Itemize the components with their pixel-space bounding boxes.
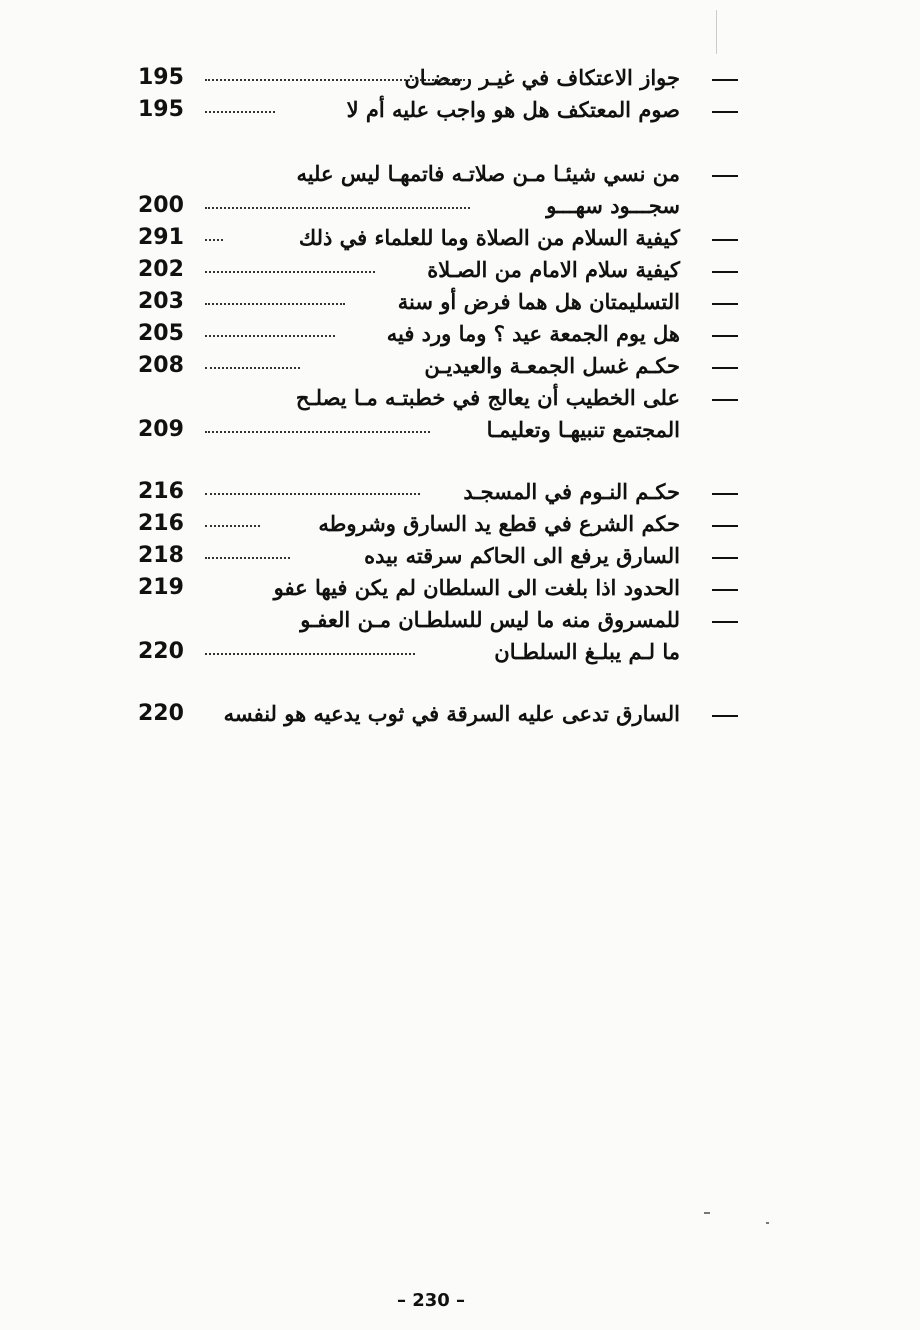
entry-dash	[712, 111, 738, 113]
page-number: 203	[138, 289, 184, 314]
entry-dash	[712, 175, 738, 177]
dot-leader	[205, 653, 415, 655]
entry-title: صوم المعتكف هل هو واجب عليه أم لا	[346, 97, 680, 122]
toc-entry	[130, 350, 750, 382]
scan-speck	[704, 1212, 710, 1214]
entry-title-continued: المجتمع تنبيهـا وتعليمـا	[486, 417, 680, 442]
entry-dash	[712, 589, 738, 591]
dot-leader	[205, 335, 335, 337]
entry-dash	[712, 715, 738, 717]
page-number: 216	[138, 511, 184, 536]
scan-speck	[766, 1222, 769, 1224]
entry-title: التسليمتان هل هما فرض أو سنة	[397, 289, 680, 314]
entry-title: السارق يرفع الى الحاكم سرقته بيده	[364, 543, 680, 568]
toc-entry	[130, 476, 750, 508]
page-number: 202	[138, 257, 184, 282]
page-number: 291	[138, 225, 184, 250]
dot-leader	[205, 525, 260, 527]
toc-entry	[130, 62, 750, 94]
entry-title: حكـم النـوم في المسجـد	[463, 479, 680, 504]
page-number: 195	[138, 97, 184, 122]
entry-title: كيفية السلام من الصلاة وما للعلماء في ذلك	[298, 225, 680, 250]
entry-dash	[712, 557, 738, 559]
entry-title: للمسروق منه ما ليس للسلطـان مـن العفـو	[300, 607, 680, 632]
entry-dash	[712, 335, 738, 337]
entry-title: هل يوم الجمعة عيد ؟ وما ورد فيه	[386, 321, 680, 346]
entry-title: الحدود اذا بلغت الى السلطان لم يكن فيها عفو	[273, 575, 680, 600]
entry-dash	[712, 493, 738, 495]
entry-dash	[712, 525, 738, 527]
dot-leader	[205, 493, 420, 495]
entry-title-continued: ما لـم يبلـغ السلطـان	[494, 639, 680, 664]
entry-dash	[712, 303, 738, 305]
toc-entry	[130, 382, 750, 446]
entry-title: السارق تدعى عليه السرقة في ثوب يدعيه هو لنفسه	[223, 701, 680, 726]
toc-entry	[130, 698, 750, 730]
entry-title: حكـم غسل الجمعـة والعيديـن	[424, 353, 680, 378]
scan-speck	[716, 10, 717, 54]
page-number: 220	[138, 639, 184, 664]
toc-entry	[130, 222, 750, 254]
dot-leader	[205, 367, 300, 369]
dot-leader	[205, 239, 223, 241]
dot-leader	[205, 111, 275, 113]
page-number: 208	[138, 353, 184, 378]
toc-entry	[130, 508, 750, 540]
entry-dash	[712, 367, 738, 369]
toc-entry	[130, 540, 750, 572]
entry-title: كيفية سلام الامام من الصـلاة	[427, 257, 680, 282]
page-number: 200	[138, 193, 184, 218]
page-number: 216	[138, 479, 184, 504]
page-folio: – 230 –	[396, 1290, 466, 1311]
page-number: 218	[138, 543, 184, 568]
entry-title: من نسي شيئـا مـن صلاتـه فاتمهـا ليس عليه	[296, 161, 680, 186]
toc-entry	[130, 158, 750, 222]
entry-title: على الخطيب أن يعالج في خطبتـه مـا يصلـح	[295, 385, 680, 410]
dot-leader	[205, 207, 470, 209]
dot-leader	[205, 271, 375, 273]
dot-leader	[205, 557, 290, 559]
entry-title: جواز الاعتكاف في غيـر رمضـان	[404, 65, 680, 90]
dot-leader	[205, 431, 430, 433]
entry-title-continued: سجـــود سهـــو	[546, 193, 680, 218]
entry-dash	[712, 621, 738, 623]
toc-entry	[130, 572, 750, 604]
dot-leader	[205, 79, 465, 81]
entry-title: حكم الشرع في قطع يد السارق وشروطه	[318, 511, 680, 536]
page-number: 205	[138, 321, 184, 346]
page-number: 209	[138, 417, 184, 442]
page-number: 220	[138, 701, 184, 726]
entry-dash	[712, 271, 738, 273]
entry-dash	[712, 79, 738, 81]
page-number: 219	[138, 575, 184, 600]
entry-dash	[712, 239, 738, 241]
toc-entry	[130, 318, 750, 350]
toc-entry	[130, 254, 750, 286]
entry-dash	[712, 399, 738, 401]
page-number: 195	[138, 65, 184, 90]
toc-entry	[130, 604, 750, 668]
toc-entry	[130, 94, 750, 126]
dot-leader	[205, 303, 345, 305]
toc-entry	[130, 286, 750, 318]
